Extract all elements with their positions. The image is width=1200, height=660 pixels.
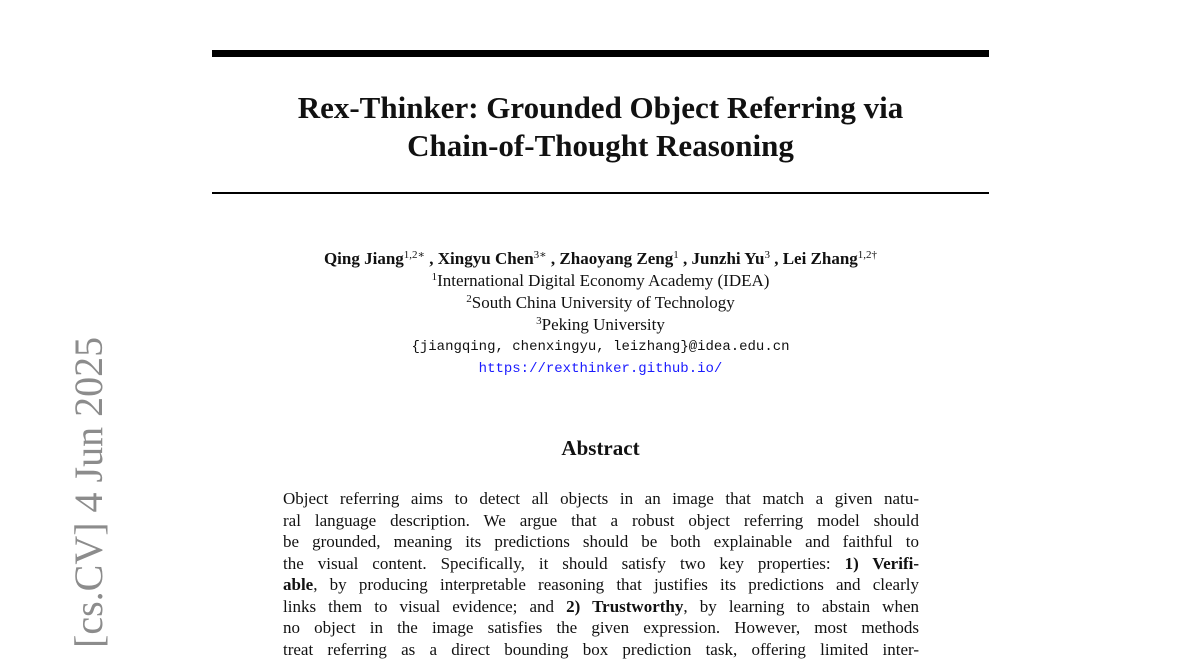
abstract-line: able, by producing interpretable reasoning that justifies its predictions and clearly bbox=[283, 574, 919, 596]
title-line-1: Rex-Thinker: Grounded Object Referring via bbox=[212, 89, 989, 127]
email-line: {jiangqing, chenxingyu, leizhang}@idea.edu.cn bbox=[212, 336, 989, 358]
title-line-2: Chain-of-Thought Reasoning bbox=[212, 127, 989, 165]
top-rule bbox=[212, 50, 989, 57]
abstract-line: ral language description. We argue that a robust object referring model should bbox=[283, 510, 919, 532]
affiliation-name: International Digital Economy Academy (IDEA) bbox=[437, 271, 769, 290]
paper-title bbox=[212, 89, 989, 165]
affiliation-mark: 2 bbox=[466, 293, 472, 305]
author-affiliation-mark: 1,2∗ bbox=[404, 249, 425, 261]
author-affiliation-mark: 1 bbox=[673, 249, 679, 261]
author-name: Xingyu Chen$^{3∗}$ , bbox=[438, 249, 560, 268]
affiliation-mark: 3 bbox=[536, 315, 542, 327]
abstract-line: links them to visual evidence; and 2) Trustworthy, by learning to abstain when bbox=[283, 596, 919, 618]
abstract-emphasis: 1) Verifi- bbox=[845, 554, 919, 573]
author-affiliation-mark: 3∗ bbox=[534, 249, 547, 261]
affiliation-line bbox=[212, 314, 989, 336]
author-name: Qing Jiang$^{1,2∗}$ , bbox=[324, 249, 438, 268]
affiliation-name: South China University of Technology bbox=[472, 293, 735, 312]
abstract-line: be grounded, meaning its predictions should be both explainable and faithful to bbox=[283, 531, 919, 553]
abstract-line: Object referring aims to detect all objects in an image that match a given natu- bbox=[283, 488, 919, 510]
affiliation-list bbox=[212, 270, 989, 336]
author-block bbox=[212, 248, 989, 380]
abstract-emphasis: 2) Trustworthy bbox=[566, 597, 683, 616]
abstract-body bbox=[283, 488, 919, 660]
title-rule bbox=[212, 192, 989, 194]
author-name: Junzhi Yu$^3$ , bbox=[692, 249, 783, 268]
author-affiliation-mark: 1,2† bbox=[858, 249, 877, 261]
project-link[interactable]: https://rexthinker.github.io/ bbox=[479, 361, 723, 377]
arxiv-stamp-text: [cs.CV] 4 Jun 2025 bbox=[68, 337, 110, 648]
abstract-emphasis: able bbox=[283, 575, 313, 594]
author-line bbox=[212, 248, 989, 270]
abstract-line: treat referring as a direct bounding box prediction task, offering limited inter- bbox=[283, 639, 919, 660]
affiliation-mark: 1 bbox=[432, 271, 438, 283]
affiliation-line bbox=[212, 270, 989, 292]
author-name: Lei Zhang$^{1,2\dagger}$ bbox=[783, 249, 877, 268]
affiliation-name: Peking University bbox=[542, 315, 665, 334]
author-name: Zhaoyang Zeng$^1$ , bbox=[559, 249, 691, 268]
abstract-heading: Abstract bbox=[212, 436, 989, 461]
affiliation-line bbox=[212, 292, 989, 314]
abstract-line: no object in the image satisfies the given expression. However, most methods bbox=[283, 617, 919, 639]
author-affiliation-mark: 3 bbox=[764, 249, 770, 261]
arxiv-stamp bbox=[30, 340, 72, 648]
abstract-line: the visual content. Specifically, it should satisfy two key properties: 1) Verifi- bbox=[283, 553, 919, 575]
